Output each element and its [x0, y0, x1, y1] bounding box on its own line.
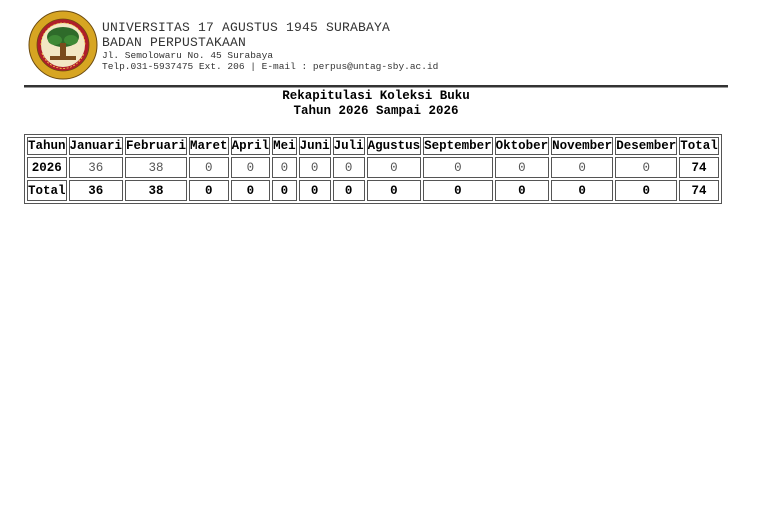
col-header-tahun: Tahun — [28, 139, 66, 153]
cell-november: 0 — [551, 157, 613, 178]
col-header-februari: Februari — [126, 139, 187, 153]
col-header-total: Total — [680, 139, 718, 153]
total-september: 0 — [423, 180, 493, 201]
grand-total: 74 — [679, 180, 719, 201]
cell-juni: 0 — [299, 157, 331, 178]
cell-mei: 0 — [272, 157, 297, 178]
total-oktober: 0 — [495, 180, 550, 201]
total-juni: 0 — [299, 180, 331, 201]
total-januari: 36 — [69, 180, 124, 201]
university-logo-icon — [28, 9, 98, 81]
cell-september: 0 — [423, 157, 493, 178]
cell-desember: 0 — [615, 157, 677, 178]
total-juli: 0 — [333, 180, 365, 201]
col-header-agustus: Agustus — [367, 139, 421, 153]
cell-oktober: 0 — [495, 157, 550, 178]
department-name: BADAN PERPUSTAKAAN — [102, 35, 247, 50]
totals-label: Total — [27, 180, 67, 201]
total-februari: 38 — [125, 180, 187, 201]
table-header-row — [27, 137, 719, 155]
cell-februari: 38 — [125, 157, 187, 178]
total-agustus: 0 — [367, 180, 422, 201]
report-subtitle: Tahun 2026 Sampai 2026 — [293, 104, 459, 118]
col-header-november: November — [552, 139, 613, 153]
total-november: 0 — [551, 180, 613, 201]
col-header-september: September — [424, 139, 492, 153]
cell-agustus: 0 — [367, 157, 422, 178]
institution-name: UNIVERSITAS 17 AGUSTUS 1945 SURABAYA — [102, 20, 391, 35]
col-header-maret: Maret — [190, 139, 228, 153]
cell-juli: 0 — [333, 157, 365, 178]
report-title: Rekapitulasi Koleksi Buku — [282, 89, 470, 103]
col-header-oktober: Oktober — [495, 139, 549, 153]
institution-address: Jl. Semolowaru No. 45 Surabaya — [102, 50, 274, 61]
col-header-januari: Januari — [69, 139, 123, 153]
col-header-juni: Juni — [299, 139, 330, 153]
row-year: 2026 — [27, 157, 67, 178]
institution-contact: Telp.031-5937475 Ext. 206 | E-mail : perpus@untag-sby.ac.id — [102, 61, 439, 72]
col-header-juli: Juli — [333, 139, 364, 153]
col-header-april: April — [231, 139, 270, 153]
collection-recap-table — [24, 134, 722, 204]
cell-april: 0 — [231, 157, 271, 178]
col-header-mei: Mei — [273, 139, 296, 153]
row-total: 74 — [679, 157, 719, 178]
institution-info — [102, 20, 438, 72]
totals-row — [27, 180, 719, 201]
total-mei: 0 — [272, 180, 297, 201]
table-row — [27, 157, 719, 178]
col-header-desember: Desember — [616, 139, 677, 153]
cell-maret: 0 — [189, 157, 229, 178]
cell-januari: 36 — [69, 157, 124, 178]
letterhead — [28, 9, 728, 83]
total-desember: 0 — [615, 180, 677, 201]
total-maret: 0 — [189, 180, 229, 201]
total-april: 0 — [231, 180, 271, 201]
